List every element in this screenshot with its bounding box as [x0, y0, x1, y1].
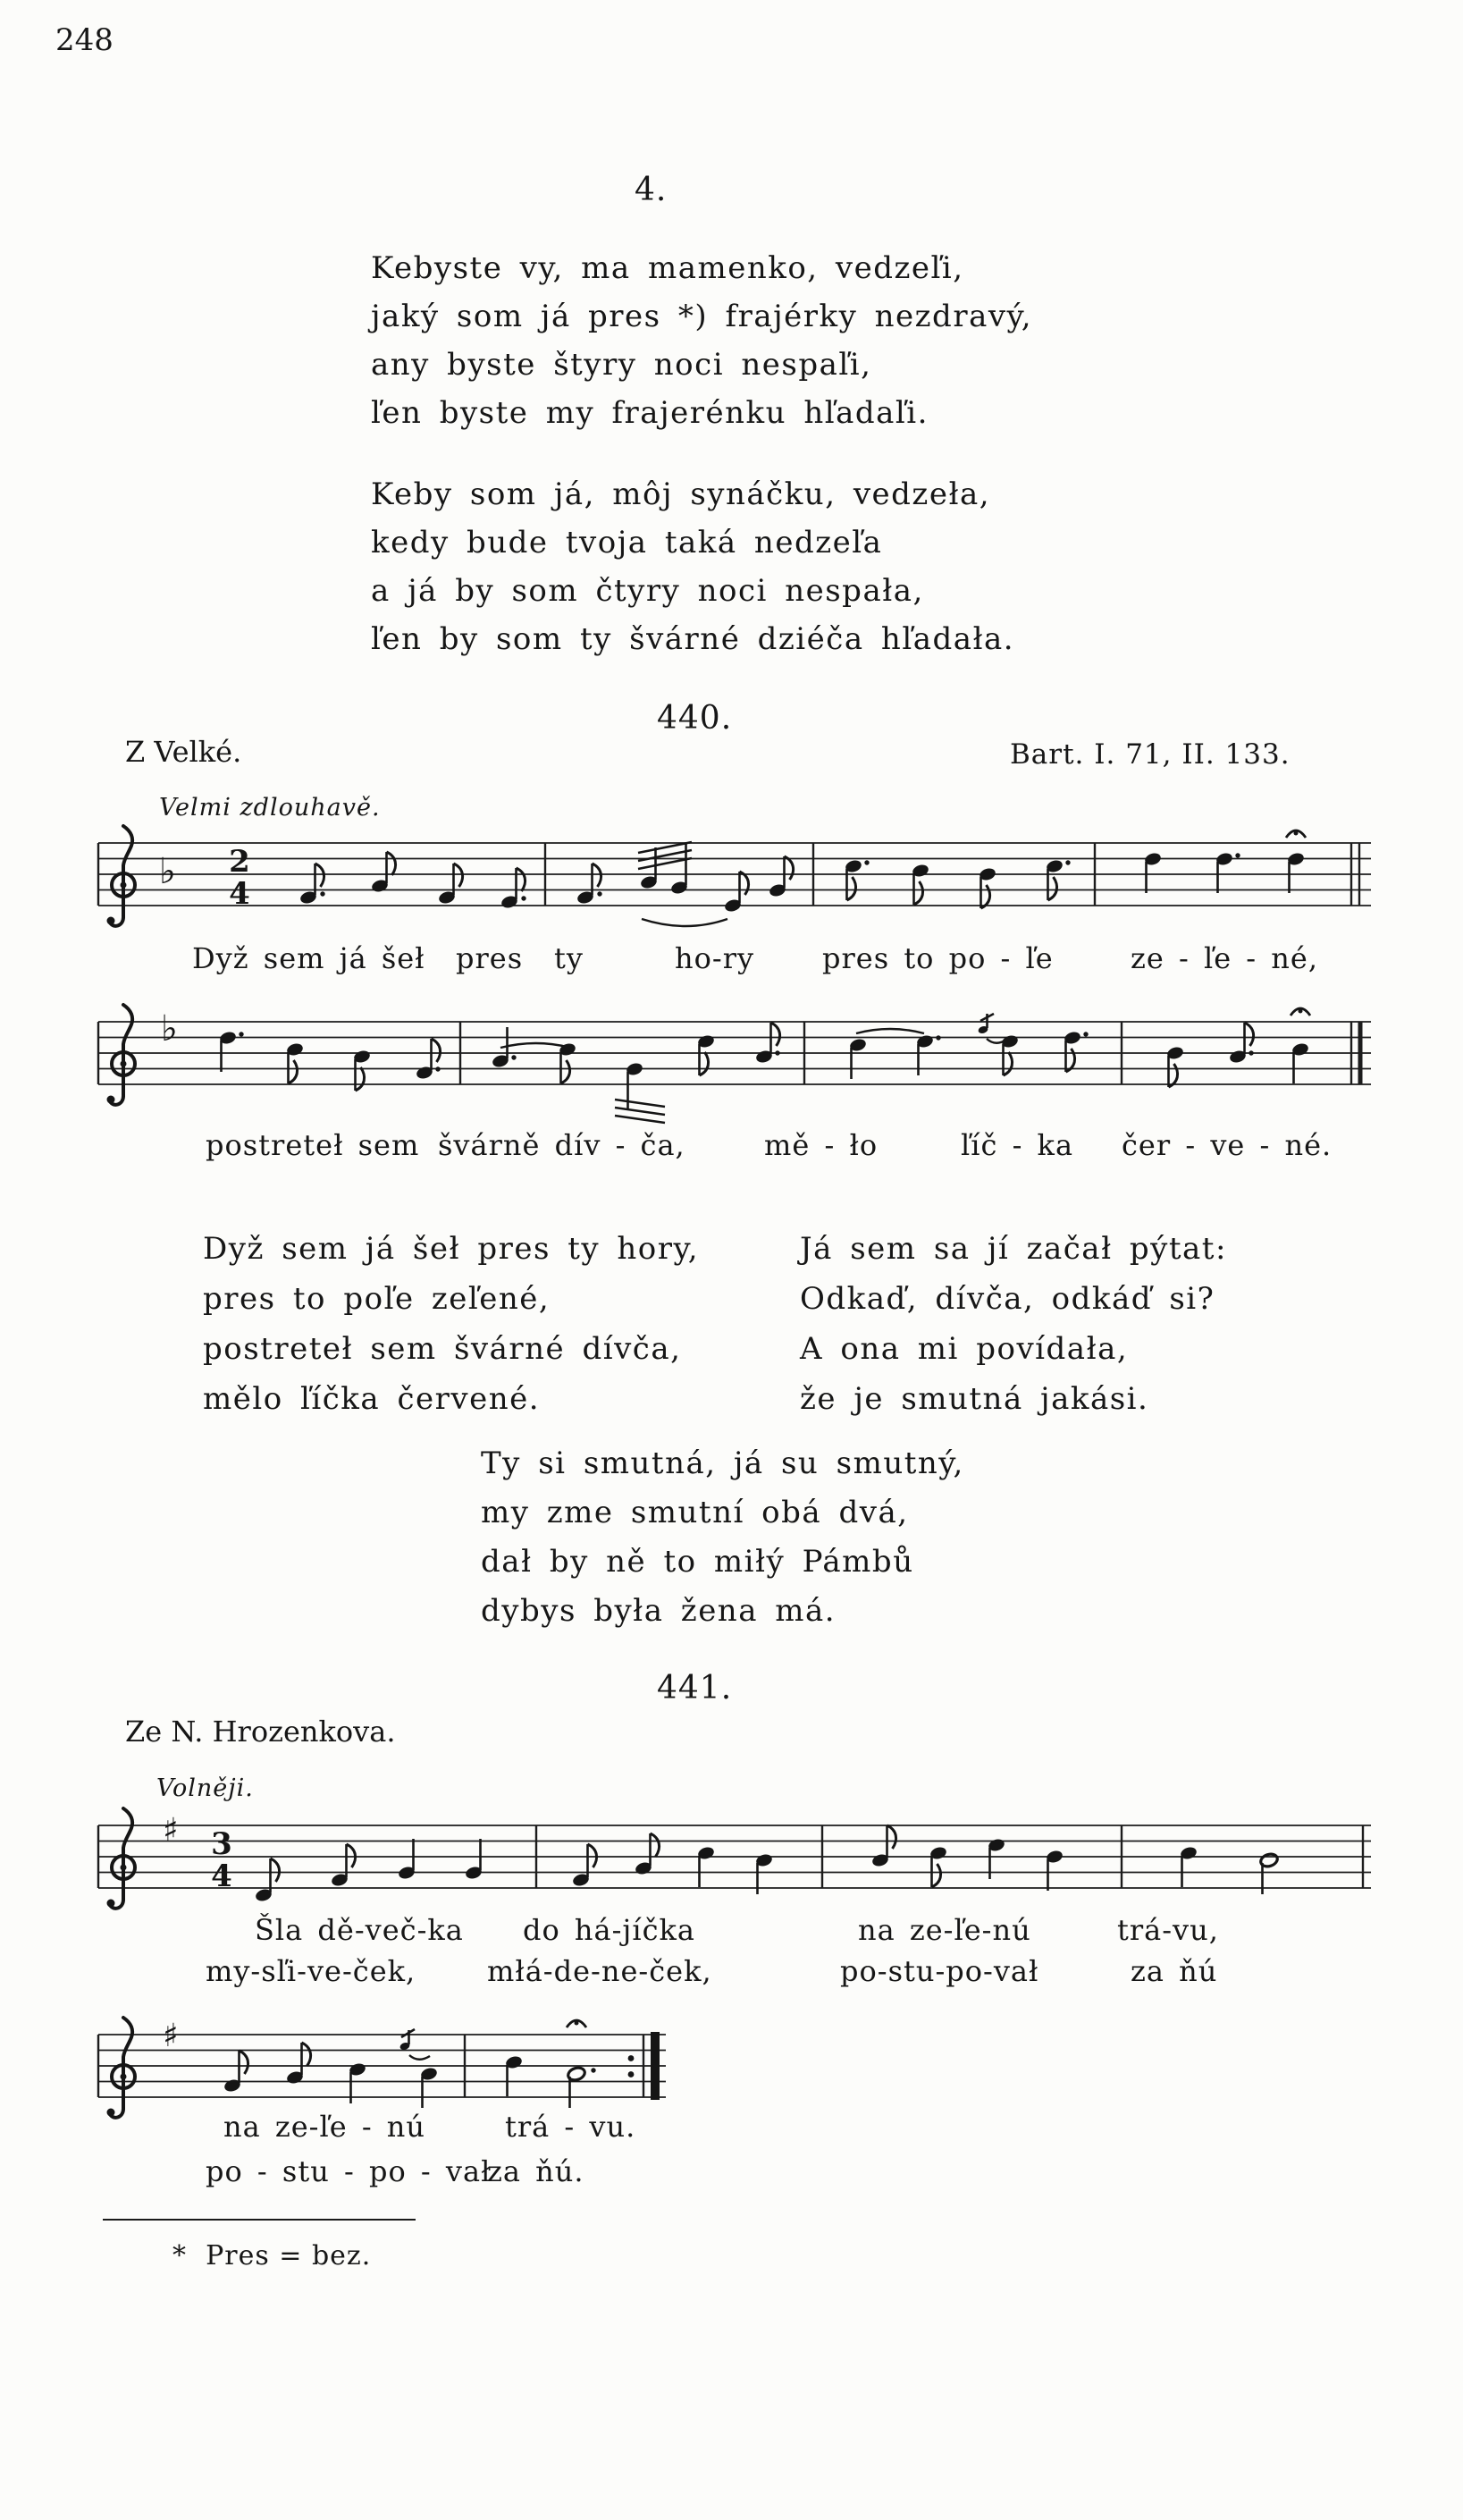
note: [416, 1039, 441, 1081]
verse-left-line: Dyž sem já šeł pres ty hory,: [203, 1231, 700, 1267]
lyric-segment: čer - ve - né.: [1122, 1128, 1333, 1162]
note: [255, 1858, 280, 1903]
note: [572, 1844, 597, 1888]
lyric-segment: do há-jíčka: [523, 1913, 695, 1947]
note: [286, 1041, 305, 1083]
page-number: 248: [55, 22, 114, 58]
song-441-number: 441.: [657, 1670, 733, 1707]
note: [979, 866, 997, 908]
note: [871, 1825, 896, 1868]
note: [635, 1833, 660, 1876]
note: [1064, 1030, 1089, 1072]
grace-note: [399, 2029, 415, 2051]
note: [219, 1030, 244, 1072]
song-441-origin: Ze N. Hrozenkova.: [125, 1715, 396, 1749]
verse-right-line: A ona mi povídała,: [800, 1331, 1129, 1367]
lyric-segment: my-sľi-ve-ček,: [206, 1954, 416, 1988]
half-note: [567, 2066, 596, 2108]
lyric-segment: mě - ło: [764, 1128, 879, 1162]
lyric-segment: pres: [456, 941, 524, 975]
verse-right-line: Odkaď, dívča, odkáď si?: [800, 1281, 1215, 1317]
section-heading-4: 4.: [635, 172, 668, 208]
lyric-segment: trá - vu.: [505, 2110, 636, 2144]
time-signature-bottom: 4: [211, 1858, 232, 1894]
note: [1144, 851, 1163, 893]
footnote-text: Pres = bez.: [206, 2240, 372, 2271]
lyric-segment: po-stu-po-vał: [840, 1954, 1039, 1988]
slur: [856, 1029, 924, 1033]
lyric-segment: po - stu - po - vał: [206, 2154, 492, 2188]
lyric-segment: młá-de-ne-ček,: [487, 1954, 712, 1988]
note: [697, 1845, 716, 1887]
note: [1215, 851, 1240, 893]
verse-left-line: pres to poľe zeľené,: [203, 1281, 551, 1317]
lyric-segment: na ze-ľe - nú: [223, 2110, 426, 2144]
stanza2-line: kedy bude tvoja taká nedzeľa: [371, 525, 883, 560]
lyric-segment: švárně dív - ča,: [438, 1128, 685, 1162]
verse-left-line: postreteł sem švárné dívča,: [203, 1331, 682, 1367]
lyric-segment: za ňú: [1131, 1954, 1218, 1988]
time-signature-top: 2: [229, 844, 250, 880]
song-440-tempo: Velmi zdlouhavě.: [159, 794, 381, 822]
note: [1166, 1045, 1185, 1087]
fermata-icon: [1291, 1008, 1310, 1016]
note: [769, 856, 794, 898]
fermata-icon: [1286, 830, 1306, 838]
lyric-segment: ho-ry: [675, 941, 755, 975]
lyric-segment: ty: [554, 941, 584, 975]
tie: [500, 1043, 570, 1048]
note: [286, 2043, 311, 2086]
stanza2-line: ľen by som ty švárné dziéča hľadała.: [371, 621, 1015, 657]
stanza1-line: Kebyste vy, ma mamenko, vedzeľi,: [371, 250, 964, 286]
treble-clef-icon: [107, 1005, 136, 1105]
lyric-segment: Šla dě-več-ka: [255, 1913, 464, 1947]
treble-clef-icon: [107, 826, 136, 926]
sharp-sign-icon: ♯: [163, 2018, 179, 2054]
note: [755, 1023, 780, 1065]
note: [1180, 1845, 1198, 1887]
note: [845, 858, 870, 900]
verse-center-line: dybys była žena má.: [481, 1593, 837, 1629]
lyric-segment: trá-vu,: [1117, 1913, 1219, 1947]
stanza1-line: ľen byste my frajerénku hľadaľi.: [371, 395, 929, 431]
note: [1291, 1041, 1310, 1083]
note: [1287, 851, 1306, 893]
lyric-segment: ľíč - ka: [961, 1128, 1074, 1162]
note: [505, 2054, 524, 2096]
stanza1-line: jaký som já pres *) frajérky nezdravý,: [371, 299, 1033, 334]
lyric-segment: na ze-ľe-nú: [858, 1913, 1031, 1947]
song-441-tempo: Volněji.: [156, 1774, 254, 1802]
stanza1-line: any byste štyry noci nespaľi,: [371, 347, 872, 383]
note: [576, 864, 602, 906]
flat-sign-icon: ♭: [161, 1008, 178, 1049]
note: [465, 1839, 483, 1881]
note: [559, 1041, 577, 1083]
footnote-rule: [103, 2219, 416, 2221]
time-signature-top: 3: [211, 1826, 232, 1862]
verse-left-line: mělo ľíčka červené.: [203, 1381, 541, 1417]
footnote-marker: *: [172, 2240, 187, 2271]
note: [929, 1845, 948, 1887]
note: [912, 863, 930, 905]
verse-right-line: Já sem sa jí začał pýtat:: [800, 1231, 1227, 1267]
treble-clef-icon: [107, 1808, 136, 1909]
grace-slur: [409, 2055, 430, 2060]
beamed-note-group: [638, 842, 692, 896]
verse-center-line: my zme smutní obá dvá,: [481, 1495, 909, 1530]
verse-center-line: Ty si smutná, já su smutný,: [481, 1445, 964, 1481]
note: [331, 1844, 356, 1888]
note: [724, 872, 749, 914]
song-440-origin: Z Velké.: [125, 735, 242, 769]
verse-right-line: že je smutná jakási.: [800, 1381, 1149, 1417]
flat-sign-icon: ♭: [159, 851, 176, 892]
lyric-segment: Dyž sem já šeł: [192, 941, 425, 975]
lyric-segment: postreteł sem: [206, 1128, 420, 1162]
note: [438, 864, 463, 906]
note: [420, 2066, 439, 2108]
note: [1229, 1023, 1254, 1065]
music-staff-440-line2: [97, 1010, 1373, 1135]
lyric-segment: pres to po - ľe: [822, 941, 1054, 975]
note: [1046, 858, 1071, 900]
note: [1046, 1849, 1064, 1891]
lyric-segment: za ňú.: [487, 2154, 584, 2188]
footnote: [172, 2240, 371, 2271]
slur: [642, 919, 727, 926]
song-440-reference: Bart. I. 71, II. 133.: [1010, 738, 1291, 771]
tremolo-note-group: [615, 1061, 665, 1123]
note: [299, 864, 325, 906]
note: [398, 1839, 416, 1881]
lyric-segment: ze - ľe - né,: [1131, 941, 1318, 975]
fermata-icon: [567, 2020, 586, 2027]
note: [223, 2051, 248, 2094]
time-signature-bottom: 4: [229, 876, 250, 912]
grace-note: [978, 1014, 994, 1034]
note: [849, 1037, 868, 1079]
song-440-number: 440.: [657, 700, 733, 737]
stanza2-line: a já by som čtyry noci nespała,: [371, 573, 924, 609]
music-staff-440-line1: [97, 831, 1373, 957]
treble-clef-icon: [107, 2018, 136, 2118]
verse-center-line: dał by ně to miłý Pámbů: [481, 1544, 914, 1580]
stanza2-line: Keby som já, môj synáčku, vedzeła,: [371, 476, 991, 512]
sharp-sign-icon: ♯: [163, 1812, 179, 1849]
